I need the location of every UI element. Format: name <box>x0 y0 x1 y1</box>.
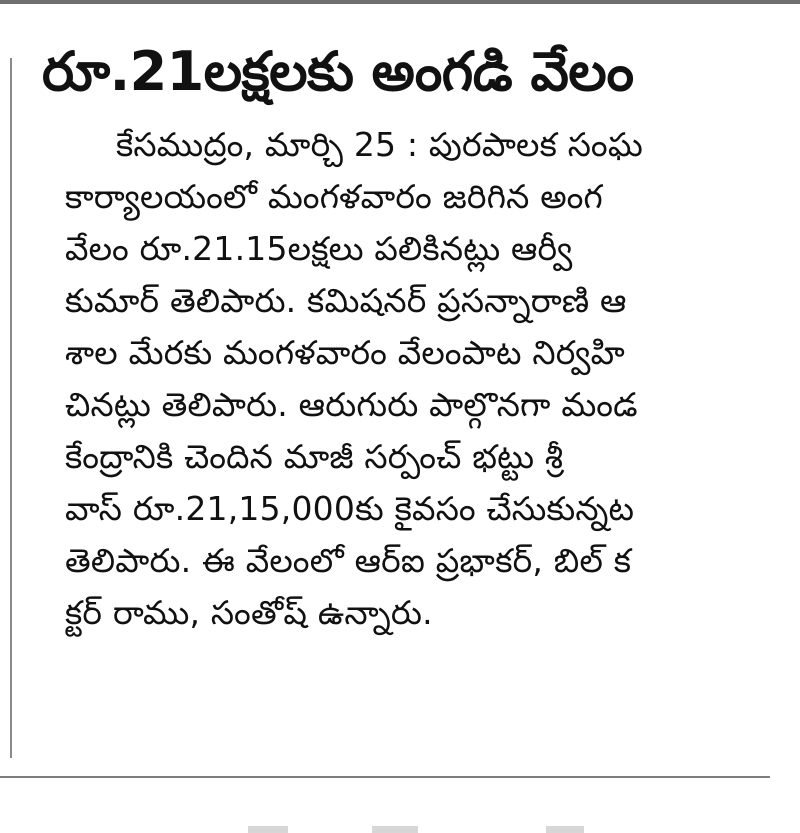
article-body-line: తెలిపారు. ఈ వేలంలో ఆర్ఐ ప్రభాకర్, బిల్ క <box>65 541 632 580</box>
article-body-line: వేలం రూ.21.15లక్షలు పలికినట్లు ఆర్వీ <box>65 229 573 268</box>
article-body-line: శాల మేరకు మంగళవారం వేలంపాట నిర్వహి <box>65 333 625 372</box>
article-body-line: చినట్లు తెలిపారు. ఆరుగురు పాల్గొనగా మండ <box>65 385 638 424</box>
article-body-line: కేంద్రానికి చెందిన మాజీ సర్పంచ్ భట్టు శ్రీ <box>65 437 564 476</box>
article-body-line: కుమార్ తెలిపారు. కమిషనర్ ప్రసన్నారాణి ఆ <box>65 281 627 320</box>
article-body-line: కార్యాలయంలో మంగళవారం జరిగిన అంగ <box>65 177 603 216</box>
article-body-line: కేసముద్రం, మార్చి 25 : పురపాలక సంఘ <box>116 125 643 164</box>
article-headline: రూ.21లక్షలకు అంగడి వేలం <box>42 40 634 103</box>
article-body-line: క్టర్ రాము, సంతోష్ ఉన్నారు. <box>65 593 433 632</box>
article-body-line: వాస్ రూ.21,15,000కు కైవసం చేసుకున్నట <box>65 489 635 528</box>
